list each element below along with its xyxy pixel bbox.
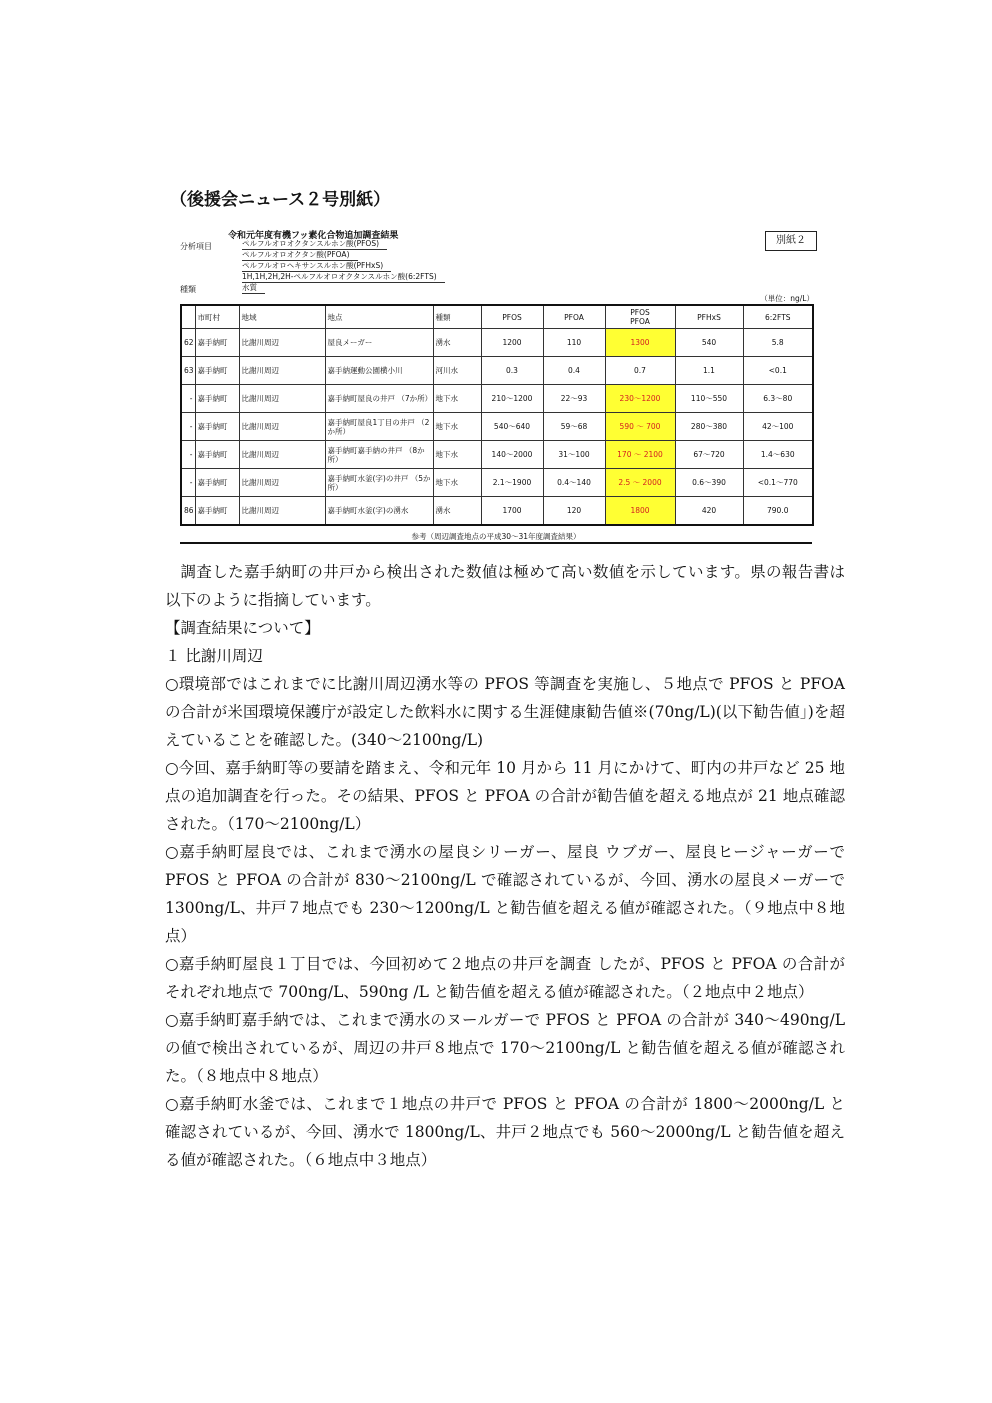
cell-sum: 1300 bbox=[605, 329, 675, 357]
cell-pfhxs: 1.1 bbox=[675, 357, 743, 385]
cell-pfhxs: 420 bbox=[675, 497, 743, 526]
cell-area: 比謝川周辺 bbox=[239, 497, 325, 526]
cell-pfoa: 0.4～140 bbox=[543, 469, 605, 497]
cell-pfos: 140～2000 bbox=[481, 441, 543, 469]
cell-pfoa: 0.4 bbox=[543, 357, 605, 385]
cell-pfhxs: 110～550 bbox=[675, 385, 743, 413]
cell-no: - bbox=[181, 385, 195, 413]
table-row bbox=[181, 385, 813, 413]
table-row bbox=[181, 357, 813, 385]
cell-fts: <0.1 bbox=[743, 357, 813, 385]
cell-place: 嘉手納運動公園横小川 bbox=[325, 357, 433, 385]
col-header: PFOS bbox=[481, 305, 543, 329]
cell-place: 屋良メーガー bbox=[325, 329, 433, 357]
col-header: 6:2FTS bbox=[743, 305, 813, 329]
table-row bbox=[181, 441, 813, 469]
cell-fts: <0.1～770 bbox=[743, 469, 813, 497]
cell-area: 比謝川周辺 bbox=[239, 441, 325, 469]
cell-type: 地下水 bbox=[433, 413, 481, 441]
cell-area: 比謝川周辺 bbox=[239, 469, 325, 497]
paragraph: ○嘉手納町屋良１丁目では、今回初めて２地点の井戸を調査 したが、PFOS と PFOA の合計がそれぞれ地点で 700ng/L、590ng /L と勧告値を超える値が確認された。（２地点中２地点） bbox=[165, 955, 845, 1001]
cell-type: 地下水 bbox=[433, 469, 481, 497]
figure-title: 令和元年度有機フッ素化合物追加調査結果 bbox=[228, 231, 399, 241]
cell-fts: 1.4～630 bbox=[743, 441, 813, 469]
table-row bbox=[181, 329, 813, 357]
paragraph: ○今回、嘉手納町等の要請を踏まえ、令和元年 10 月から 11 月にかけて、町内の井戸など 25 地点の追加調査を行った。その結果、PFOS と PFOA の合計が勧告値を超える地点が 21 地点確認された。（170～2100ng/L） bbox=[165, 759, 845, 833]
cell-pfos: 1700 bbox=[481, 497, 543, 526]
cell-city: 嘉手納町 bbox=[195, 385, 239, 413]
cell-type: 河川水 bbox=[433, 357, 481, 385]
cell-city: 嘉手納町 bbox=[195, 413, 239, 441]
cell-fts: 42～100 bbox=[743, 413, 813, 441]
cell-type: 湧水 bbox=[433, 497, 481, 526]
paragraph: ○嘉手納町屋良では、これまで湧水の屋良シリーガー、屋良 ウブガー、屋良ヒージャーガーで PFOS と PFOA の合計が 830～2100ng/L で確認されているが、今回、湧水の屋良メーガーで 1300ng/L、井戸７地点でも 230～1200ng/L と勧告値を超える値が確認された。（９地点中８地点） bbox=[165, 843, 845, 945]
table-row bbox=[181, 497, 813, 526]
cell-type: 地下水 bbox=[433, 385, 481, 413]
table-row bbox=[181, 413, 813, 441]
cell-pfoa: 110 bbox=[543, 329, 605, 357]
cell-no: 62 bbox=[181, 329, 195, 357]
analysis-item: ペルフルオロオクタンスルホン酸(PFOS) bbox=[242, 239, 387, 250]
cell-place: 嘉手納町嘉手納の井戸 （8か所） bbox=[325, 441, 433, 469]
cell-pfos: 1200 bbox=[481, 329, 543, 357]
subsection-title: １ 比謝川周辺 bbox=[165, 647, 263, 665]
cell-no: - bbox=[181, 413, 195, 441]
col-header: PFOA bbox=[543, 305, 605, 329]
cell-place: 嘉手納町屋良1丁目の井戸 （2か所） bbox=[325, 413, 433, 441]
cell-city: 嘉手納町 bbox=[195, 497, 239, 526]
cell-area: 比謝川周辺 bbox=[239, 385, 325, 413]
cell-place: 嘉手納町水釜(字)の井戸 （5か所） bbox=[325, 469, 433, 497]
cell-type: 湧水 bbox=[433, 329, 481, 357]
reference-note: 参考（周辺調査地点の平成30～31年度調査結果） bbox=[411, 532, 581, 541]
type-value: 水質 bbox=[242, 283, 265, 294]
cell-city: 嘉手納町 bbox=[195, 357, 239, 385]
cell-fts: 6.3～80 bbox=[743, 385, 813, 413]
type-label: 種類 bbox=[180, 285, 196, 294]
cell-pfoa: 22～93 bbox=[543, 385, 605, 413]
page-heading: （後援会ニュース２号別紙） bbox=[170, 190, 391, 210]
cell-pfos: 210～1200 bbox=[481, 385, 543, 413]
section-title: 【調査結果について】 bbox=[165, 619, 320, 637]
unit-label: （単位：ng/L） bbox=[760, 294, 814, 303]
annex-label: 別紙２ bbox=[765, 231, 817, 251]
col-header bbox=[181, 305, 195, 329]
result-figure bbox=[180, 228, 820, 548]
cell-pfos: 540～640 bbox=[481, 413, 543, 441]
analysis-item: ペルフルオロオクタン酸(PFOA) bbox=[242, 250, 358, 261]
results-table bbox=[180, 304, 814, 526]
cell-pfos: 0.3 bbox=[481, 357, 543, 385]
cell-pfos: 2.1～1900 bbox=[481, 469, 543, 497]
paragraph: ○嘉手納町水釜では、これまで１地点の井戸で PFOS と PFOA の合計が 1800～2000ng/L と確認されているが、今回、湧水で 1800ng/L、井戸２地点でも 560～2000ng/L と勧告値を超える値が確認された。（６地点中３地点） bbox=[165, 1095, 845, 1169]
cell-pfhxs: 67～720 bbox=[675, 441, 743, 469]
cell-pfoa: 59～68 bbox=[543, 413, 605, 441]
cell-area: 比謝川周辺 bbox=[239, 357, 325, 385]
col-header: PFHxS bbox=[675, 305, 743, 329]
col-header: 種類 bbox=[433, 305, 481, 329]
cell-sum: 590 ～ 700 bbox=[605, 413, 675, 441]
cell-fts: 790.0 bbox=[743, 497, 813, 526]
col-header: 市町村 bbox=[195, 305, 239, 329]
cell-pfhxs: 540 bbox=[675, 329, 743, 357]
cell-sum: 1800 bbox=[605, 497, 675, 526]
analysis-label: 分析項目 bbox=[180, 242, 212, 251]
cell-city: 嘉手納町 bbox=[195, 329, 239, 357]
cell-place: 嘉手納町屋良の井戸 （7か所） bbox=[325, 385, 433, 413]
cell-pfoa: 31～100 bbox=[543, 441, 605, 469]
col-header: PFOS PFOA bbox=[605, 305, 675, 329]
col-header: 地点 bbox=[325, 305, 433, 329]
cell-no: 63 bbox=[181, 357, 195, 385]
col-header: 地域 bbox=[239, 305, 325, 329]
paragraph: ○嘉手納町嘉手納では、これまで湧水のヌールガーで PFOS と PFOA の合計が 340～490ng/L の値で検出されているが、周辺の井戸８地点で 170～2100ng/L と勧告値を超える値が確認された。（８地点中８地点） bbox=[165, 1011, 845, 1085]
cell-city: 嘉手納町 bbox=[195, 469, 239, 497]
analysis-item: ペルフルオロヘキサンスルホン酸(PFHxS) bbox=[242, 261, 391, 272]
analysis-item: 1H,1H,2H,2H-ペルフルオロオクタンスルホン酸(6:2FTS) bbox=[242, 272, 445, 283]
cell-sum: 2.5 ～ 2000 bbox=[605, 469, 675, 497]
cell-area: 比謝川周辺 bbox=[239, 413, 325, 441]
cell-sum: 230～1200 bbox=[605, 385, 675, 413]
cell-no: 86 bbox=[181, 497, 195, 526]
cell-no: - bbox=[181, 441, 195, 469]
body-text bbox=[165, 558, 845, 1174]
cell-sum: 0.7 bbox=[605, 357, 675, 385]
cell-pfoa: 120 bbox=[543, 497, 605, 526]
cell-type: 地下水 bbox=[433, 441, 481, 469]
cell-area: 比謝川周辺 bbox=[239, 329, 325, 357]
cell-pfhxs: 280～380 bbox=[675, 413, 743, 441]
cell-no: - bbox=[181, 469, 195, 497]
table-row bbox=[181, 469, 813, 497]
table-header-row bbox=[181, 305, 813, 329]
cell-city: 嘉手納町 bbox=[195, 441, 239, 469]
cell-sum: 170 ～ 2100 bbox=[605, 441, 675, 469]
intro-paragraph: 調査した嘉手納町の井戸から検出された数値は極めて高い数値を示しています。県の報告書は以下のように指摘しています。 bbox=[165, 563, 845, 609]
cell-fts: 5.8 bbox=[743, 329, 813, 357]
cell-place: 嘉手納町水釜(字)の湧水 bbox=[325, 497, 433, 526]
reference-rule bbox=[180, 542, 812, 544]
cell-pfhxs: 0.6～390 bbox=[675, 469, 743, 497]
paragraph: ○環境部ではこれまでに比謝川周辺湧水等の PFOS 等調査を実施し、５地点で PFOS と PFOA の合計が米国環境保護庁が設定した飲料水に関する生涯健康勧告値※(70ng/L)(以下勧告値」)を超えていることを確認した。(340～2100ng/L) bbox=[165, 675, 845, 749]
